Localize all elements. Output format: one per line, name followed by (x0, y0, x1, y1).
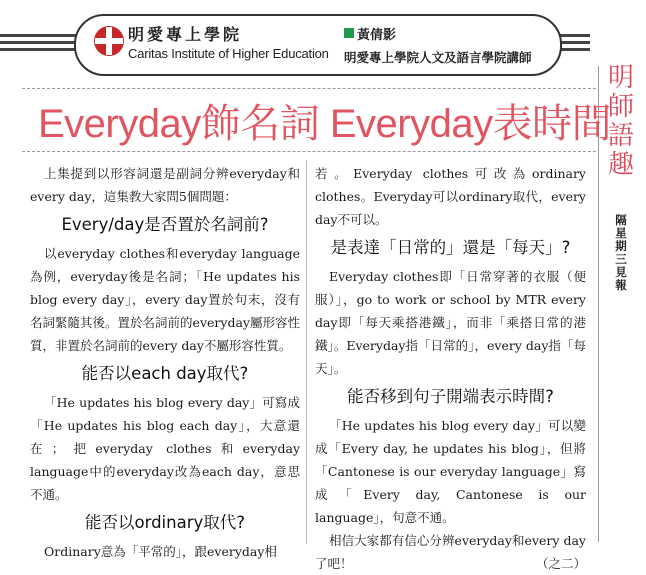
institution-name-cn: 明愛專上學院 (128, 25, 243, 44)
author-title: 明愛專上學院人文及語言學院講師 (344, 50, 532, 65)
question-heading-3: 能否以ordinary取代? (84, 513, 246, 532)
answer-paragraph-3: Ordinary意為「平常的」，跟everyday相 (44, 544, 277, 559)
publication-char: 報 (615, 278, 627, 292)
column-title-char: 明 (607, 63, 634, 93)
answer-paragraph-1: 以everyday clothes和everyday language為例，everyday後是名詞；「He updates his blog every day」，every day置於句末，沒有名詞緊隨其後。置於名詞前的everyday屬形容性質，非置於名詞前的every day不屬形容性質。 (30, 246, 300, 353)
column-title-char: 師 (607, 92, 634, 122)
author-name: 黃倩影 (357, 28, 397, 43)
title-rule-top (22, 88, 596, 90)
answer-paragraph-5: 「He updates his blog every day」可以變成「Every day, he updates his blog」，但將「Cantonese is our everyday language」寫成「Every day, Cantonese is our language」，句意不通。 (315, 418, 586, 525)
title-rule-bottom (22, 151, 596, 153)
article-title: Everyday飾名詞 Everyday表時間 (38, 102, 612, 146)
publication-schedule (612, 214, 630, 292)
publication-char: 星 (615, 226, 627, 240)
article-column-left (30, 162, 300, 563)
question-heading-2: 能否以each day取代? (81, 364, 249, 383)
publication-char: 三 (615, 252, 627, 266)
answer-paragraph-4: Everyday clothes即「日常穿著的衣服（便服）」，go to work or school by MTR every day即「每天乘搭港鐵」，而非「乘搭日常的港鐵」。Everyday指「日常的」，every day指「每天」。 (315, 269, 586, 376)
text-column-separator (306, 160, 307, 544)
answer-paragraph-3-continued: 若。Everyday clothes可改為ordinary clothes。Everyday可以ordinary取代，every day不可以。 (315, 166, 586, 227)
part-number: （之二） (535, 556, 586, 571)
column-title-char: 語 (607, 121, 634, 151)
article-column-right (315, 162, 586, 575)
publication-char: 見 (615, 265, 627, 279)
question-heading-1: Every/day是否置於名詞前? (61, 215, 269, 234)
question-heading-4: 是表達「日常的」還是「每天」? (330, 238, 571, 257)
column-title-char: 趣 (607, 150, 634, 180)
question-heading-5: 能否移到句子開端表示時間? (347, 387, 554, 406)
answer-paragraph-2: 「He updates his blog every day」可寫成「He updates his blog each day」，大意還在；把everyday clothes和everyday language中的everyday改為each day，意思不通。 (30, 395, 300, 502)
intro-paragraph: 上集提到以形容詞還是副詞分辨everyday和every day，這集教大家問5個問題： (30, 166, 300, 204)
publication-char: 期 (615, 239, 627, 253)
institution-name-en: Caritas Institute of Higher Education (128, 46, 329, 61)
closing-paragraph (315, 529, 586, 575)
closing-text: 相信大家都有信心分辨everyday和every day了吧！ (315, 533, 586, 571)
publication-char: 隔 (615, 213, 627, 227)
caritas-logo-icon (92, 24, 126, 58)
author-marker-icon (344, 28, 354, 38)
